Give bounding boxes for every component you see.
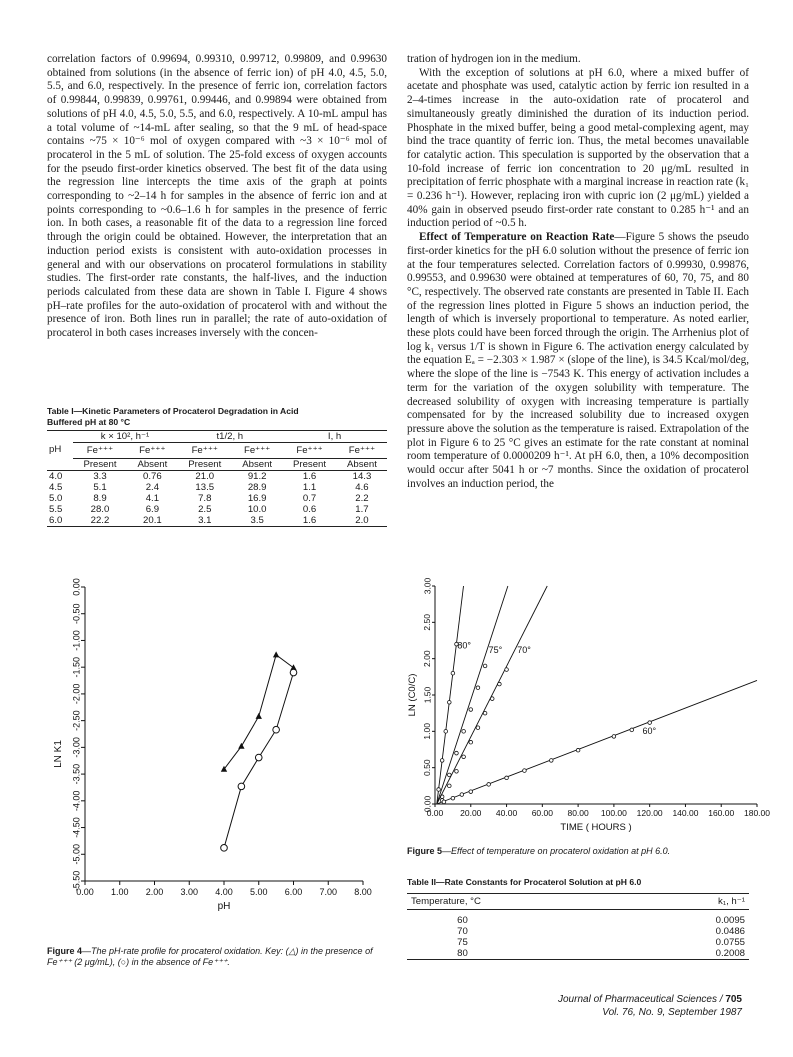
table-row [407, 926, 749, 937]
table1-caption [47, 406, 387, 427]
y-tick-label: 0.00 [71, 578, 82, 596]
table1-absent-label: Absent [347, 459, 377, 470]
table-row [47, 504, 387, 515]
table2 [407, 893, 749, 960]
x-axis-label: pH [217, 901, 231, 912]
table1-cell: 13.5 [195, 482, 215, 493]
y-tick-label: -1.00 [71, 630, 82, 651]
table1-group-i: I, h [282, 431, 387, 443]
table1-cell: 16.9 [247, 493, 267, 504]
data-point [576, 748, 580, 752]
series-label: 80° [457, 640, 471, 651]
table1-cell: 28.9 [247, 482, 267, 493]
paragraph [407, 231, 749, 491]
paragraph: tration of hydrogen ion in the medium. [407, 53, 581, 65]
data-point [490, 697, 494, 701]
data-point [437, 788, 441, 792]
table-row [407, 910, 749, 927]
x-tick-label: 6.00 [284, 887, 303, 897]
page-footer [520, 994, 742, 1019]
table1-fe-header: Fe⁺⁺⁺ [282, 443, 337, 459]
y-tick-label: 2.50 [422, 614, 433, 631]
table1-cell: 2.0 [355, 515, 369, 526]
y-tick-label: -2.50 [71, 710, 82, 731]
table2-k-cell: 0.0486 [715, 926, 745, 937]
x-tick-label: 60.00 [531, 808, 553, 818]
table1-cell: 20.1 [143, 515, 162, 526]
data-point [451, 671, 455, 675]
series-label: 75° [488, 644, 503, 655]
data-point [630, 728, 634, 732]
table1-cell: 1.7 [355, 504, 369, 515]
table1-cell: 3.1 [198, 515, 212, 526]
table1-cell: 2.2 [355, 493, 369, 504]
table1-cell: 8.9 [93, 493, 107, 504]
x-tick-label: 0.00 [426, 808, 444, 818]
table1-caption-line1: Table I—Kinetic Parameters of Procaterol Degradation in Acid [47, 406, 299, 416]
table1-cell: 28.0 [90, 504, 110, 515]
table1-cell: 5.1 [93, 482, 107, 493]
data-point [469, 740, 473, 744]
y-axis-label: LN K1 [53, 740, 64, 768]
data-point [648, 721, 652, 725]
table1-cell: 7.8 [198, 493, 212, 504]
series-label: 70° [517, 644, 531, 655]
table-row [407, 948, 749, 960]
data-point [451, 796, 455, 800]
table2-body [407, 910, 749, 960]
table1-cell: 22.2 [90, 515, 110, 526]
data-point [612, 735, 616, 739]
table1-cell: 21.0 [195, 471, 215, 482]
table1-group-k: k × 10², h⁻¹ [73, 431, 178, 443]
table1-cell: 3.5 [250, 515, 264, 526]
figure5-caption [407, 846, 749, 857]
table-row [47, 482, 387, 493]
regression-line [437, 586, 508, 804]
table-row [47, 471, 387, 483]
table2-k-cell: 0.0755 [715, 937, 745, 948]
data-point [549, 759, 553, 763]
journal-volume: Vol. 76, No. 9, September 1987 [602, 1006, 742, 1018]
data-point [462, 730, 466, 734]
table1-cell: 2.5 [198, 504, 212, 515]
y-tick-label: -5.50 [71, 870, 82, 892]
table1-cell: 1.1 [302, 482, 317, 493]
table1-present-label: Present [83, 459, 117, 470]
data-point [487, 783, 491, 787]
table1-fe-header: Fe⁺⁺⁺ [337, 443, 387, 459]
right-column [407, 53, 749, 492]
table1-ph-cell: 4.5 [49, 482, 63, 493]
data-point [448, 700, 452, 704]
data-point [505, 668, 509, 672]
data-point [455, 751, 459, 755]
y-tick-label: 0.50 [422, 759, 433, 776]
circle-point [221, 845, 228, 852]
table1-group-t: t1/2, h [177, 431, 282, 443]
x-tick-label: 20.00 [460, 808, 482, 818]
figure4-label: Figure 4 [47, 946, 83, 956]
data-point [469, 708, 473, 712]
table1-cell: 3.3 [93, 471, 107, 482]
triangle-point [273, 651, 279, 657]
table1-cell: 14.3 [352, 471, 372, 482]
table1-cell: 1.6 [302, 515, 317, 526]
figure4-chart [47, 575, 387, 915]
paragraph-text: —Figure 5 shows the pseudo first-order kinetics for the pH 6.0 solution without the presence of ferric ion at the four temperatures selected. Correlation factors of 0.99930, 0.99876, 0.99553, and 0.99630 were obtained at temperatures of 60, 70, 75, and 80 °C, respectively. The observed rate constants are presented in Table II. Each of the regression lines plotted in Figure 5 shows an induction period, the length of which is inversely proportional to temperature. As noted earlier, these plots could have been forced through the origin. The Arrhenius plot of log k₁ versus 1/T is shown in Figure 6. The activation energy calculated by the equation Eₐ = −2.303 × 1.987 × (slope of the line), is 34.5 Kcal/mol/deg, where the slope of the line is −7543 K. This energy of activation includes a term for the variation of the oxygen solubility with temperature. The decreased solubility of oxygen with increasing temperature is partially compensated for by the increased solubility due to increased oxygen pressure above the solution as the temperature is raised. Extrapolation of the plot in Figure 6 to 25 °C gives an estimate for the rate constant at nominal room temperature of 0.0000209 h⁻¹. At pH 6.0, then, a 10% decomposition would occur after 5041 h or ~7 months. Since the oxidation of procaterol involves an induction period, the [407, 231, 750, 490]
table-row [47, 493, 387, 504]
table1-ph-cell: 6.0 [49, 515, 63, 526]
x-tick-label: 1.00 [110, 887, 129, 897]
table2-caption: Table II—Rate Constants for Procaterol Solution at pH 6.0 [407, 877, 642, 887]
x-tick-label: 7.00 [319, 887, 338, 897]
y-tick-label: 1.50 [422, 686, 433, 704]
table1-present-label: Present [188, 459, 222, 470]
table1-fe-header: Fe⁺⁺⁺ [73, 443, 128, 459]
table1-cell: 0.7 [302, 493, 317, 504]
y-tick-label: 1.00 [422, 723, 433, 740]
x-axis-label: TIME ( HOURS ) [560, 822, 632, 833]
table1-cell: 4.1 [145, 493, 160, 504]
table1-absent-label: Absent [242, 459, 273, 470]
regression-line [437, 586, 547, 804]
data-point [476, 686, 480, 690]
x-tick-label: 140.00 [672, 808, 699, 818]
table1-fe-header: Fe⁺⁺⁺ [127, 443, 177, 459]
journal-name: Journal of Pharmaceutical Sciences / [558, 994, 726, 1005]
data-point [498, 682, 502, 686]
series-label: 60° [642, 726, 657, 737]
x-tick-label: 100.00 [600, 808, 627, 818]
circle-point [273, 726, 280, 733]
table1-cell: 0.76 [143, 471, 162, 482]
table2-temp-cell: 75 [457, 937, 468, 948]
table1-cell: 2.4 [145, 482, 160, 493]
table1-present-label: Present [293, 459, 327, 470]
series-line [224, 655, 294, 769]
table1-cell: 10.0 [247, 504, 267, 515]
data-point [460, 793, 464, 797]
triangle-point [238, 743, 244, 749]
data-point [523, 769, 527, 773]
data-point [444, 730, 448, 734]
data-point [455, 770, 459, 774]
figure4-caption [47, 946, 387, 968]
y-tick-label: -1.50 [71, 656, 82, 678]
triangle-point [256, 713, 262, 719]
table-row [47, 515, 387, 527]
table1-cell: 1.6 [302, 471, 317, 482]
x-tick-label: 4.00 [215, 887, 233, 897]
data-point [469, 790, 473, 794]
table1-fe-header: Fe⁺⁺⁺ [177, 443, 232, 459]
figure5-plot [407, 577, 770, 833]
circle-point [290, 669, 297, 676]
y-tick-label: 3.00 [422, 577, 433, 595]
figure4-caption-text: —The pH-rate profile for procaterol oxidation. Key: (△) in the presence of Fe⁺⁺⁺ (2 μg/mL), (○) in the absence of Fe⁺⁺⁺. [47, 946, 373, 967]
table2-k-cell: 0.2008 [715, 948, 745, 959]
data-point [440, 759, 444, 763]
y-axis-label: LN (C0/C) [407, 673, 418, 717]
table1 [47, 430, 387, 527]
table1-ph-cell: 4.0 [49, 471, 63, 482]
table2-temp-cell: 70 [457, 926, 468, 937]
left-column [47, 53, 387, 341]
data-point [462, 755, 466, 759]
y-tick-label: -4.00 [71, 790, 82, 812]
table1-ph-header: pH [47, 431, 73, 459]
table1-ph-cell: 5.5 [49, 504, 63, 515]
table-row [407, 937, 749, 948]
section-heading: Effect of Temperature on Reaction Rate [419, 231, 615, 244]
table1-cell: 4.6 [355, 482, 369, 493]
data-point [442, 800, 446, 804]
x-tick-label: 120.00 [636, 808, 663, 818]
x-tick-label: 40.00 [495, 808, 518, 818]
regression-line [437, 586, 464, 804]
x-tick-label: 8.00 [354, 887, 372, 897]
regression-line [437, 680, 757, 804]
data-point [483, 664, 487, 668]
page-number: 705 [725, 994, 742, 1005]
y-tick-label: -3.50 [71, 763, 82, 785]
figure5-chart [407, 577, 770, 838]
y-tick-label: -5.00 [71, 844, 82, 865]
table1-fe-header: Fe⁺⁺⁺ [232, 443, 282, 459]
circle-point [238, 783, 245, 790]
data-point [448, 784, 452, 788]
data-point [476, 726, 480, 730]
x-tick-label: 80.00 [567, 808, 589, 818]
x-tick-label: 160.00 [708, 808, 735, 818]
paragraph: With the exception of solutions at pH 6.0, where a mixed buffer of acetate and phosphate was used, catalytic action by ferric ion resulted in a 2–4-times increase in the auto-oxidation rate of procaterol and simultaneously greatly diminished the duration of its induction period. Phosphate in the mixed buffer, being a good metal-complexing agent, may bind the trace quantity of ferric ion. Thus, the metal becomes unavailable for catalytic action. This speculation is supported by the observation that a 10-fold increase of ferric ion concentration to 20 μg/mL resulted in precipitation of ferric phosphate with a marginal increase in reaction rate (k₁ = 0.236 h⁻¹). However, replacing iron with cupric ion (2 μg/mL) yielded a 40% gain in observed pseudo first-order rate constant to 0.285 h⁻¹ and an induction period of ~0.5 h. [407, 66, 749, 230]
figure5-caption-text: —Effect of temperature on procaterol oxidation at pH 6.0. [442, 846, 671, 856]
table2-temp-cell: 60 [457, 915, 468, 926]
table2-k-cell: 0.0095 [715, 915, 745, 926]
circle-point [255, 754, 262, 761]
table1-absent-label: Absent [137, 459, 168, 470]
table2-temp-cell: 80 [457, 948, 468, 959]
table1-cell: 6.9 [145, 504, 160, 515]
x-tick-label: 5.00 [249, 887, 268, 897]
table1-cell: 91.2 [247, 471, 267, 482]
y-tick-label: 0.00 [422, 795, 433, 813]
data-point [505, 776, 509, 780]
paragraph: correlation factors of 0.99694, 0.99310, 0.99712, 0.99809, and 0.99630 obtained from solutions (in the absence of ferric ion) of pH 4.0, 4.5, 5.0, 5.5, and 6.0, respectively. In the presence of ferric ion, correlation factors of 0.99844, 0.99839, 0.99761, 0.99446, and 0.99894 were obtained from solutions of pH 4.0, 4.5, 5.0, 5.5, and 6.0, respectively. A 10-mL ampul has a total volume of ~14-mL after sealing, so that the 9 mL of head-space contains ~75 × 10⁻⁶ mol of oxygen compared with ~3 × 10⁻⁶ mol of procaterol in the 5 mL of solution. The 25-fold excess of oxygen accounts for the pseudo first-order kinetics observed. The best fit of the data using the regression line intercepts the time axis of the graph at points corresponding to ~2–14 h for samples in the absence of ferric ion and at points corresponding to ~0.6–1.6 h for samples in the presence of ferric ion. In both cases, a reasonable fit of the data to a regression line forced through the origin could be obtained. However, the interpretation that an induction period exists is consistent with auto-oxidation processes in general and with our observations on procaterol formulations in stability studies. The first-order rate constants, the half-lives, and the induction periods calculated from these data are shown in Table I. Figure 4 shows pH–rate profiles for the auto-oxidation of procaterol with and without the presence of iron. Both lines run in parallel; the rate of auto-oxidation of procaterol in both cases increases inversely with the concen- [47, 53, 387, 340]
y-tick-label: -2.00 [71, 683, 82, 705]
y-tick-label: -3.00 [71, 737, 82, 758]
table2-temp-header: Temperature, °C [411, 896, 481, 907]
y-tick-label: -4.50 [71, 817, 82, 838]
figure5-label: Figure 5 [407, 846, 443, 856]
table1-body [47, 471, 387, 527]
figure4-plot [53, 578, 372, 912]
y-tick-label: -0.50 [71, 603, 82, 624]
y-tick-label: 2.00 [422, 650, 433, 667]
x-tick-label: 3.00 [180, 887, 199, 897]
table2-k-header: k₁, h⁻¹ [718, 896, 745, 907]
table1-ph-cell: 5.0 [49, 493, 63, 504]
data-point [483, 711, 487, 715]
x-tick-label: 0.00 [76, 887, 94, 897]
x-tick-label: 180.00 [744, 808, 770, 818]
table1-caption-line2: Buffered pH at 80 °C [47, 416, 131, 427]
x-tick-label: 2.00 [145, 887, 164, 897]
table1-cell: 0.6 [302, 504, 317, 515]
